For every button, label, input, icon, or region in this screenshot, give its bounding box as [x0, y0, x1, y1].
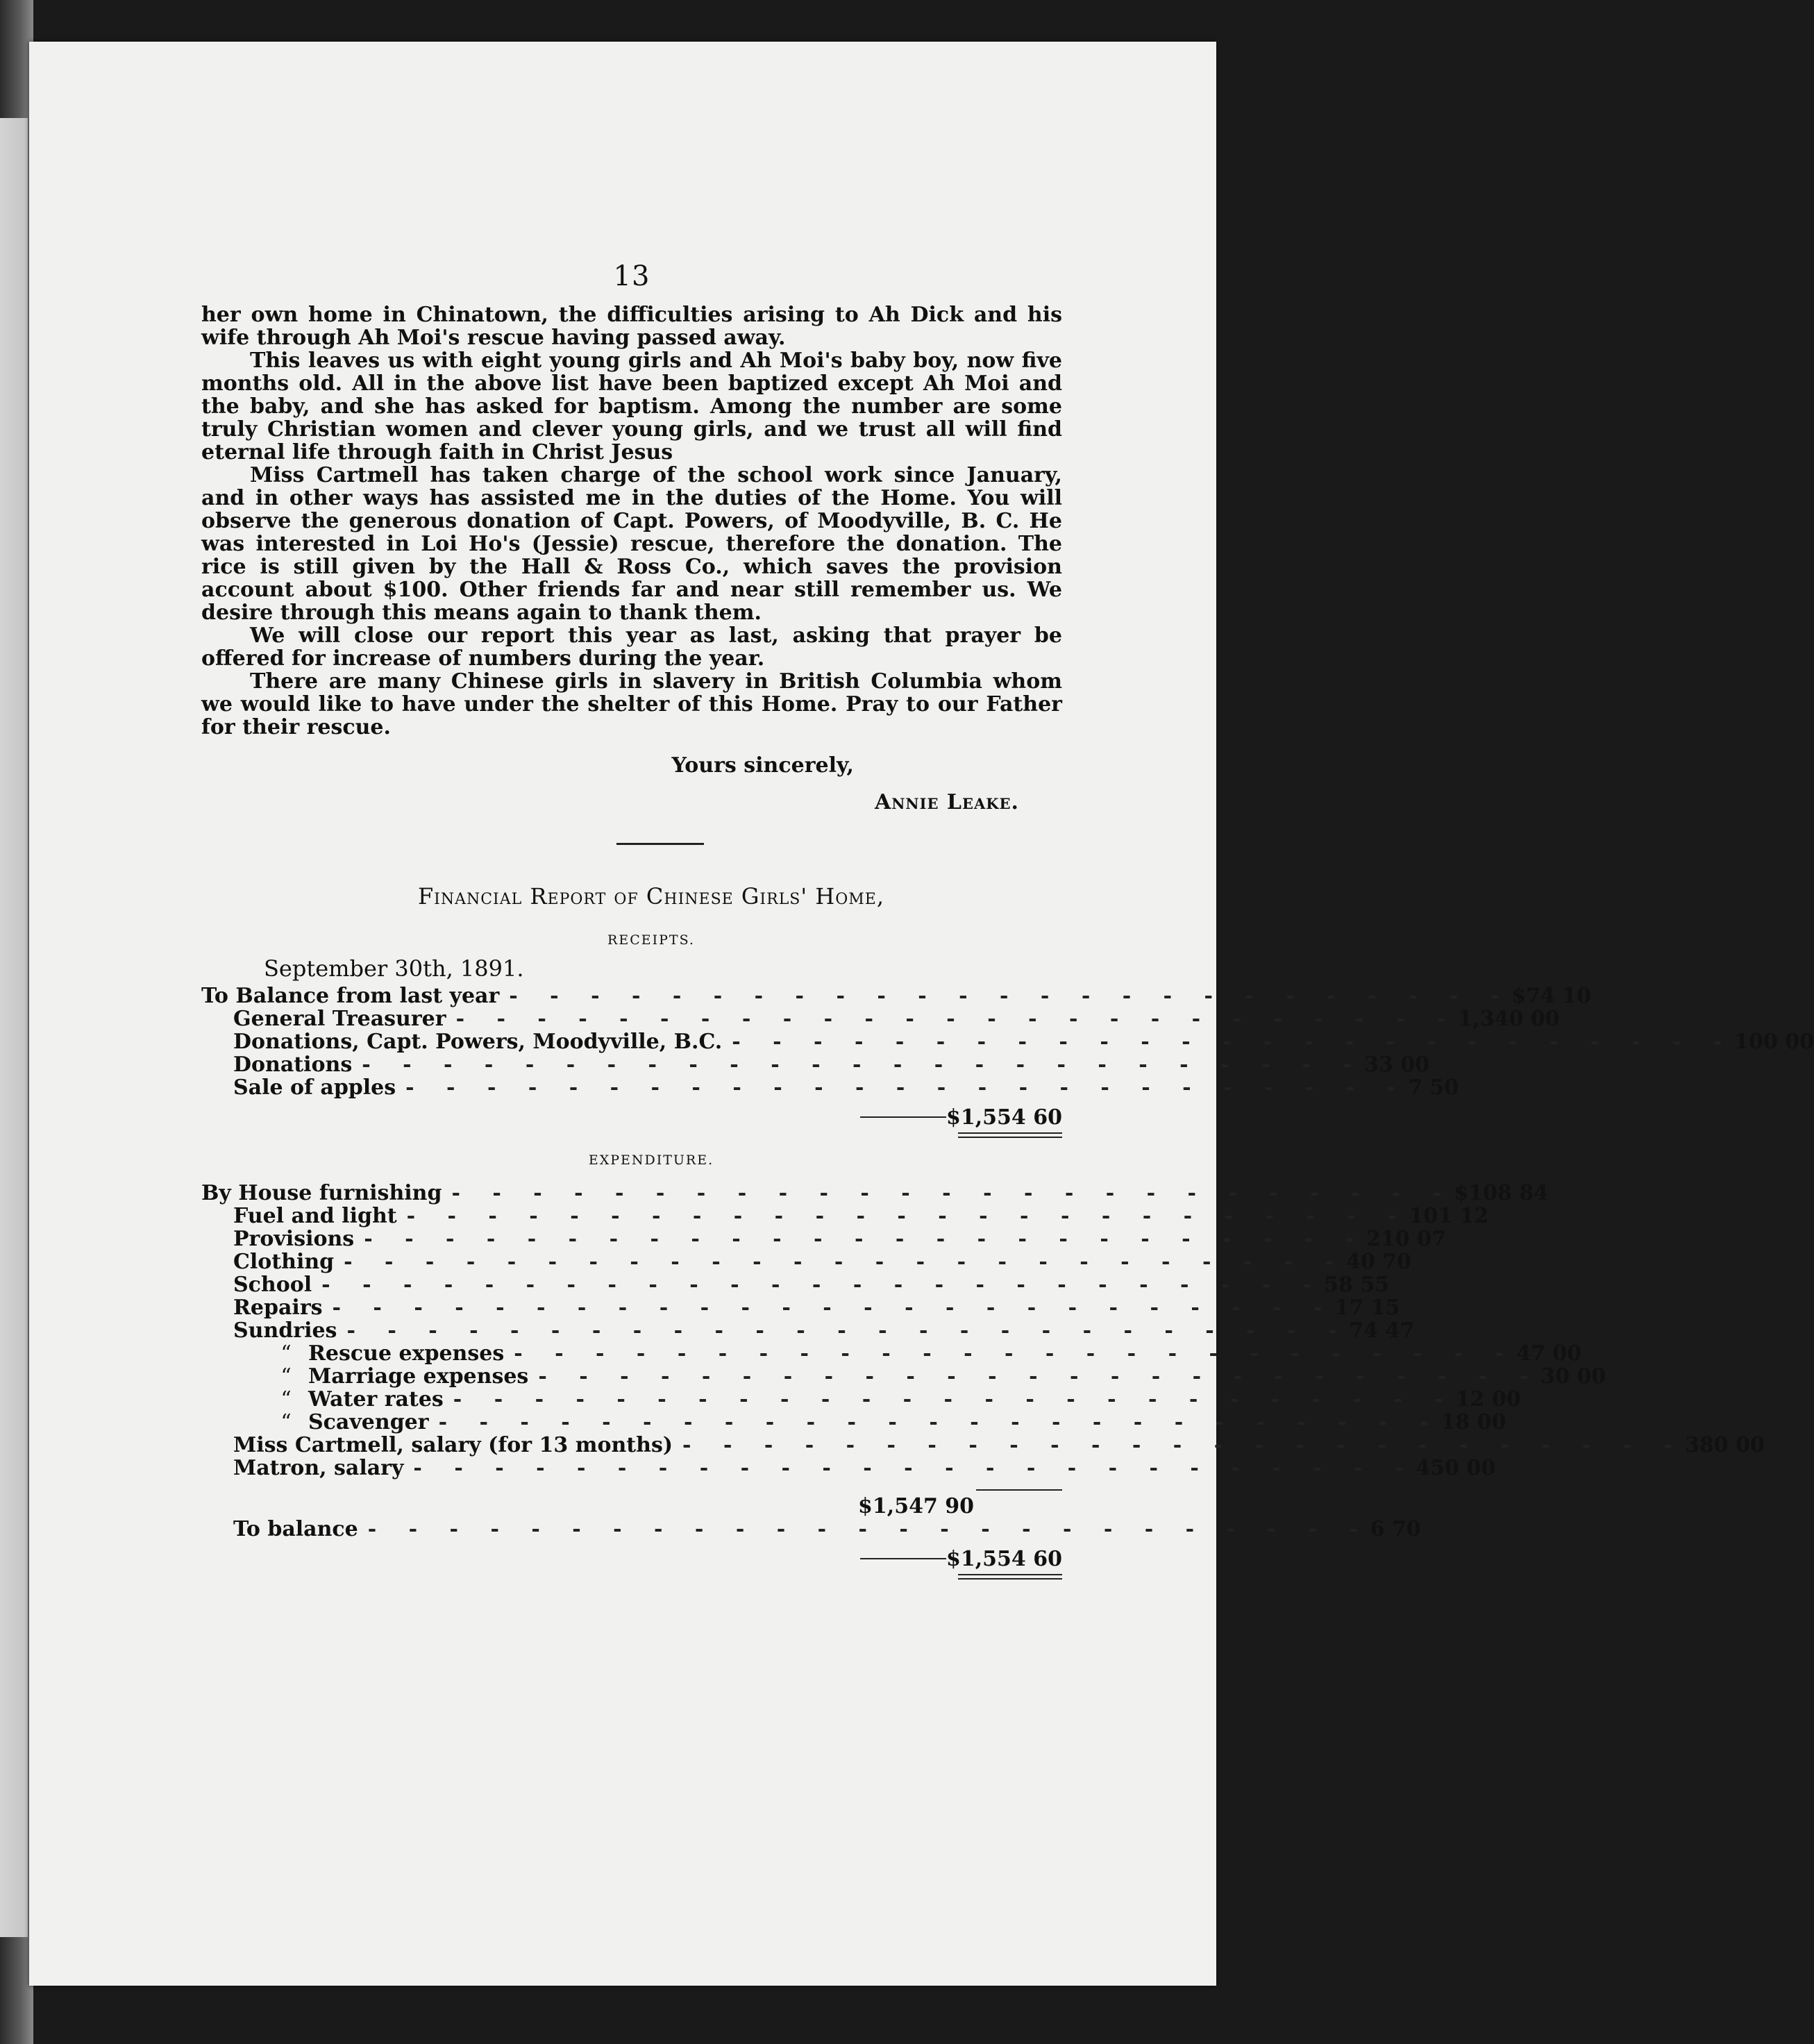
ditto-mark: “: [280, 1410, 292, 1434]
subtotal-rule: [976, 1489, 1062, 1491]
balance-label: To balance: [233, 1517, 358, 1541]
ledger-row: [201, 1456, 1496, 1480]
ledger-row: [201, 1341, 1582, 1366]
paragraph-1: her own home in Chinatown, the difficulties arising to Ah Dick and his wife through Ah Moi's rescue having passed away.: [201, 303, 1062, 350]
subtotal-row: [201, 1495, 1062, 1518]
ledger-amount: 101 12: [1409, 1204, 1489, 1228]
ledger-row: [201, 1204, 1489, 1228]
leader-dots: - - - - - - - - - - - - - - - - - - - - - - - - -: [321, 1273, 1325, 1297]
ledger-row: [201, 984, 1592, 1008]
ledger-amount: 18 00: [1441, 1410, 1506, 1434]
ledger-amount: 47 00: [1516, 1341, 1582, 1366]
ledger-row: [201, 1075, 1459, 1100]
receipts-ledger: [201, 984, 1814, 1138]
paragraph-4: We will close our report this year as last, asking that prayer be offered for increase of numbers during the year.: [201, 623, 1062, 671]
ledger-label: To Balance from last year: [201, 984, 500, 1008]
ledger-amount: 12 00: [1455, 1387, 1521, 1411]
ledger-amount: 58 55: [1324, 1273, 1390, 1297]
ledger-row: [201, 1007, 1560, 1031]
ledger-label: General Treasurer: [233, 1007, 446, 1031]
letter-body: [201, 303, 1062, 739]
leader-dots: - - - - - - - - - - - - - - - - - - - - - - - - -: [346, 1318, 1350, 1343]
ledger-row: [201, 1410, 1506, 1434]
ledger-row: [201, 1053, 1430, 1077]
ledger-amount: 100 00: [1734, 1030, 1814, 1054]
ledger-label: School: [233, 1273, 312, 1297]
ditto-mark: “: [280, 1364, 292, 1389]
receipts-total: $1,554 60: [946, 1105, 1062, 1130]
section-separator: [616, 843, 704, 845]
leader-dots: - - - - - - - - - - - - - - - - - - - - - - - - -: [509, 984, 1512, 1008]
facing-page-edge: [0, 118, 28, 1937]
letter-closing: [201, 754, 1062, 814]
leader-dots: - - - - - - - - - - - - - - - - - - - - - - - - -: [364, 1227, 1367, 1251]
expenditure-heading: EXPENDITURE.: [588, 1153, 714, 1168]
ledger-label: Sale of apples: [233, 1075, 396, 1100]
ledger-row: [201, 1318, 1415, 1343]
leader-dots: - - - - - - - - - - - - - - - - - - - - - - - - -: [455, 1007, 1459, 1031]
document-page: [29, 42, 1814, 1986]
ledger-label: Marriage expenses: [308, 1364, 529, 1389]
ledger-amount: 40 70: [1346, 1250, 1412, 1274]
signature: Annie Leake.: [874, 790, 1019, 814]
receipts-date: September 30th, 1891.: [264, 955, 524, 982]
ledger-row: [201, 1250, 1412, 1274]
receipts-heading: RECEIPTS.: [607, 932, 695, 948]
ledger-amount: 74 47: [1349, 1318, 1415, 1343]
ledger-row: [201, 1364, 1606, 1389]
leader-dots: - - - - - - - - - - - - - - - - - - - - - - - - -: [451, 1181, 1454, 1205]
ledger-amount: 450 00: [1416, 1456, 1496, 1480]
ditto-mark: “: [280, 1341, 292, 1366]
ledger-amount: 7 50: [1408, 1075, 1459, 1100]
paragraph-5: There are many Chinese girls in slavery in British Columbia whom we would like to have under the shelter of this Home. Pray to our Father for their rescue.: [201, 669, 1062, 739]
ledger-label: Scavenger: [308, 1410, 429, 1434]
leader-dots: - - - - - - - - - - - - - - - - - - - - - - - - -: [732, 1030, 1735, 1054]
balance-row: [201, 1517, 1421, 1541]
leader-dots: - - - - - - - - - - - - - - - - - - - - - - - - -: [538, 1364, 1541, 1389]
ledger-amount: $108 84: [1454, 1181, 1549, 1205]
expenditure-section: [201, 1149, 1765, 1580]
leader-dots: - - - - - - - - - - - - - - - - - - - - - - - - -: [405, 1075, 1409, 1100]
leader-dots: - - - - - - - - - - - - - - - - - - - - - - - - -: [362, 1053, 1365, 1077]
ledger-row: [201, 1273, 1390, 1297]
ledger-row: [201, 1387, 1521, 1411]
report-title: Financial Report of Chinese Girls' Home,: [417, 883, 885, 910]
total-rule: [860, 1116, 946, 1118]
expenditure-ledger: [201, 1181, 1765, 1580]
ledger-label: Rescue expenses: [308, 1341, 505, 1366]
balance-amount: 6 70: [1370, 1517, 1421, 1541]
receipts-section: [201, 929, 1814, 1138]
ledger-label: By House furnishing: [201, 1181, 442, 1205]
expenditure-total-row: [201, 1546, 1062, 1571]
ledger-amount: 210 07: [1366, 1227, 1446, 1251]
total-rule: [860, 1558, 946, 1559]
ledger-label: Provisions: [233, 1227, 355, 1251]
ledger-row: [201, 1030, 1814, 1054]
paragraph-2: This leaves us with eight young girls and Ah Moi's baby boy, now five months old. All in the above list have been baptized except Ah Moi and the baby, and she has asked for baptism. Among the number are some truly Christian women and clever young girls, and we trust all will find eternal life through faith in Christ Jesus: [201, 349, 1062, 464]
leader-dots: - - - - - - - - - - - - - - - - - - - - - - - - -: [438, 1410, 1441, 1434]
paragraph-3: Miss Cartmell has taken charge of the school work since January, and in other ways has assisted me in the duties of the Home. You will observe the generous donation of Capt. Powers, of Moodyville, B. C. He was interested in Loi Ho's (Jessie) rescue, therefore the donation. The rice is still given by the Hall & Ross Co., which saves the provision account about $100. Other friends far and near still remember us. We desire through this means again to thank them.: [201, 463, 1062, 625]
ledger-amount: 33 00: [1364, 1053, 1430, 1077]
ledger-label: Matron, salary: [233, 1456, 404, 1480]
ledger-amount: 17 15: [1334, 1296, 1400, 1320]
ledger-amount: $74 10: [1511, 984, 1592, 1008]
leader-dots: - - - - - - - - - - - - - - - - - - - - - - - - -: [682, 1433, 1685, 1457]
ledger-label: Repairs: [233, 1296, 323, 1320]
ledger-amount: 30 00: [1540, 1364, 1606, 1389]
leader-dots: - - - - - - - - - - - - - - - - - - - - - - - - -: [332, 1296, 1335, 1320]
ledger-amount: 380 00: [1685, 1433, 1765, 1457]
double-rule: [958, 1132, 1062, 1138]
ledger-label: Clothing: [233, 1250, 335, 1274]
ledger-row: [201, 1227, 1446, 1251]
leader-dots: - - - - - - - - - - - - - - - - - - - - - - - - -: [406, 1204, 1409, 1228]
receipts-total-row: [201, 1105, 1062, 1130]
ledger-row: [201, 1296, 1400, 1320]
ledger-row: [201, 1181, 1549, 1205]
expenditure-subtotal: $1,547 90: [858, 1494, 975, 1518]
leader-dots: - - - - - - - - - - - - - - - - - - - - - - - - -: [344, 1250, 1347, 1274]
ledger-label: Water rates: [308, 1387, 444, 1411]
closing-salutation: Yours sincerely,: [671, 753, 854, 778]
leader-dots: - - - - - - - - - - - - - - - - - - - - - - - - -: [453, 1387, 1456, 1411]
ledger-label: Donations, Capt. Powers, Moodyville, B.C.: [233, 1030, 723, 1054]
page-content: [201, 260, 1814, 1580]
ledger-amount: 1,340 00: [1458, 1007, 1560, 1031]
page-number: 13: [613, 260, 650, 292]
ledger-label: Fuel and light: [233, 1204, 397, 1228]
expenditure-total: $1,554 60: [946, 1546, 1062, 1571]
ledger-label: Sundries: [233, 1318, 337, 1343]
ditto-mark: “: [280, 1387, 292, 1411]
ledger-label: Miss Cartmell, salary (for 13 months): [233, 1433, 673, 1457]
leader-dots: - - - - - - - - - - - - - - - - - - - - - - - - -: [367, 1517, 1370, 1541]
double-rule: [958, 1574, 1062, 1580]
ledger-label: Donations: [233, 1053, 353, 1077]
leader-dots: - - - - - - - - - - - - - - - - - - - - - - - - -: [413, 1456, 1416, 1480]
leader-dots: - - - - - - - - - - - - - - - - - - - - - - - - -: [514, 1341, 1517, 1366]
ledger-row: [201, 1433, 1765, 1457]
